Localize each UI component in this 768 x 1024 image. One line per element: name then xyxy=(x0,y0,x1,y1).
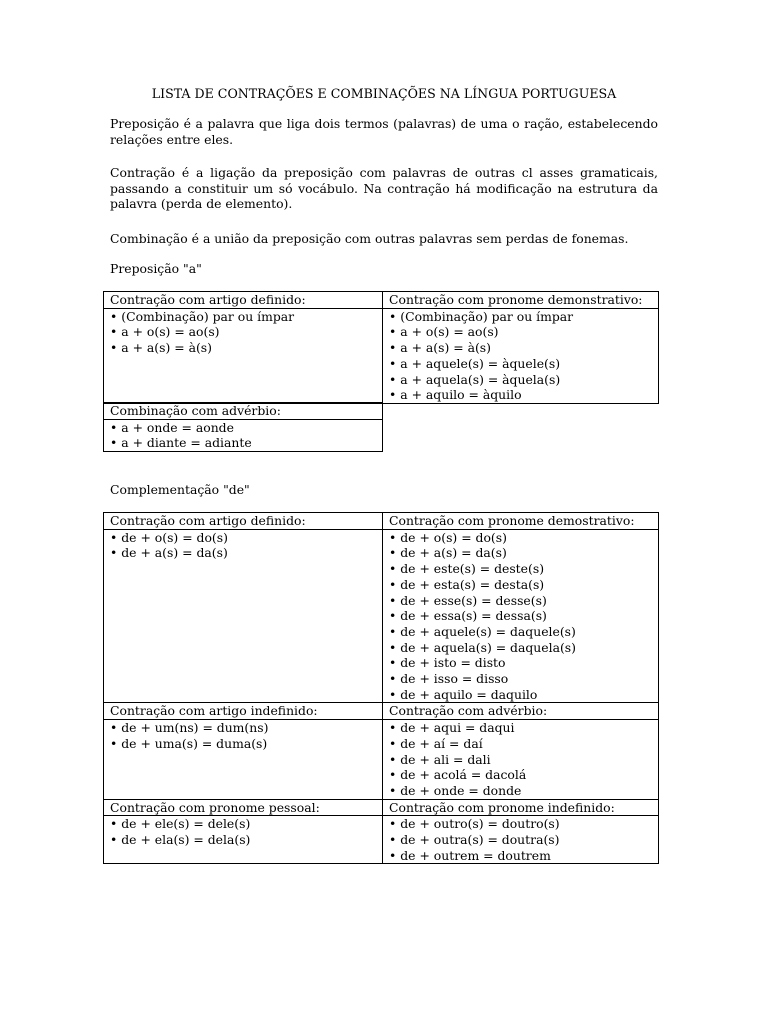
list-item: • de + ele(s) = dele(s) xyxy=(110,816,376,832)
item-list xyxy=(110,420,376,451)
list-item: • de + ali = dali xyxy=(389,752,652,768)
section-heading-de: Complementação "de" xyxy=(110,482,250,497)
table-header-cell: Contração com pronome indefinido: xyxy=(383,799,659,816)
list-item: • de + aquilo = daquilo xyxy=(389,687,652,703)
paragraph-combinacao: Combinação é a união da preposição com outras palavras sem perdas de fonemas. xyxy=(110,231,629,246)
list-item: • a + a(s) = à(s) xyxy=(110,340,376,356)
list-item: • de + outra(s) = doutra(s) xyxy=(389,832,652,848)
list-item: • de + o(s) = do(s) xyxy=(389,530,652,546)
list-item: • a + aquele(s) = àquele(s) xyxy=(389,356,652,372)
list-item: • (Combinação) par ou ímpar xyxy=(110,309,376,325)
list-item: • a + onde = aonde xyxy=(110,420,376,436)
list-item: • de + esse(s) = desse(s) xyxy=(389,593,652,609)
table-cell xyxy=(104,529,383,703)
table-combinacao-adverbio xyxy=(103,402,383,452)
list-item: • de + aquele(s) = daquele(s) xyxy=(389,624,652,640)
list-item: • de + onde = donde xyxy=(389,783,652,799)
list-item: • a + aquilo = àquilo xyxy=(389,387,652,403)
list-item: • de + a(s) = da(s) xyxy=(389,545,652,561)
table-preposicao-de xyxy=(103,512,659,864)
section-heading-a: Preposição "a" xyxy=(110,261,202,276)
list-item: • de + um(ns) = dum(ns) xyxy=(110,720,376,736)
table-cell xyxy=(383,720,659,800)
item-list xyxy=(389,530,652,703)
item-list xyxy=(389,309,652,403)
item-list xyxy=(389,816,652,863)
table-cell xyxy=(104,816,383,864)
list-item: • de + aqui = daqui xyxy=(389,720,652,736)
table-header-cell: Combinação com advérbio: xyxy=(104,403,383,420)
list-item: • a + a(s) = à(s) xyxy=(389,340,652,356)
item-list xyxy=(110,720,376,751)
table-header-cell: Contração com artigo indefinido: xyxy=(104,703,383,720)
table-cell xyxy=(104,308,383,403)
list-item: • de + este(s) = deste(s) xyxy=(389,561,652,577)
list-item: • (Combinação) par ou ímpar xyxy=(389,309,652,325)
table-header-cell: Contração com pronome pessoal: xyxy=(104,799,383,816)
item-list xyxy=(110,309,376,356)
list-item: • a + o(s) = ao(s) xyxy=(110,324,376,340)
table-cell xyxy=(383,816,659,864)
list-item: • de + o(s) = do(s) xyxy=(110,530,376,546)
item-list xyxy=(110,816,376,847)
list-item: • de + acolá = dacolá xyxy=(389,767,652,783)
list-item: • de + isso = disso xyxy=(389,671,652,687)
list-item: • a + diante = adiante xyxy=(110,435,376,451)
list-item: • de + isto = disto xyxy=(389,655,652,671)
list-item: • de + aquela(s) = daquela(s) xyxy=(389,640,652,656)
page-title: LISTA DE CONTRAÇÕES E COMBINAÇÕES NA LÍNGUA PORTUGUESA xyxy=(151,86,617,101)
list-item: • a + o(s) = ao(s) xyxy=(389,324,652,340)
table-cell xyxy=(383,308,659,403)
table-header-cell: Contração com pronome demostrativo: xyxy=(383,513,659,530)
table-header-cell: Contração com advérbio: xyxy=(383,703,659,720)
paragraph-preposicao: Preposição é a palavra que liga dois termos (palavras) de uma o ração, estabelecendo relações entre eles. xyxy=(110,116,658,147)
table-header-cell: Contração com artigo definido: xyxy=(104,292,383,309)
list-item: • de + esta(s) = desta(s) xyxy=(389,577,652,593)
item-list xyxy=(389,720,652,799)
table-preposicao-a xyxy=(103,291,659,404)
list-item: • de + uma(s) = duma(s) xyxy=(110,736,376,752)
list-item: • de + outrem = doutrem xyxy=(389,848,652,864)
table-header-cell: Contração com pronome demonstrativo: xyxy=(383,292,659,309)
list-item: • de + a(s) = da(s) xyxy=(110,545,376,561)
table-cell xyxy=(104,419,383,451)
list-item: • de + aí = daí xyxy=(389,736,652,752)
list-item: • de + essa(s) = dessa(s) xyxy=(389,608,652,624)
table-cell xyxy=(383,529,659,703)
paragraph-contracao: Contração é a ligação da preposição com palavras de outras cl asses gramaticais, passando a constituir um só vocábulo. Na contração há modificação na estrutura da palavra (perda de elemento). xyxy=(110,165,658,212)
item-list xyxy=(110,530,376,561)
list-item: • de + ela(s) = dela(s) xyxy=(110,832,376,848)
table-cell xyxy=(104,720,383,800)
list-item: • a + aquela(s) = àquela(s) xyxy=(389,372,652,388)
list-item: • de + outro(s) = doutro(s) xyxy=(389,816,652,832)
table-header-cell: Contração com artigo definido: xyxy=(104,513,383,530)
